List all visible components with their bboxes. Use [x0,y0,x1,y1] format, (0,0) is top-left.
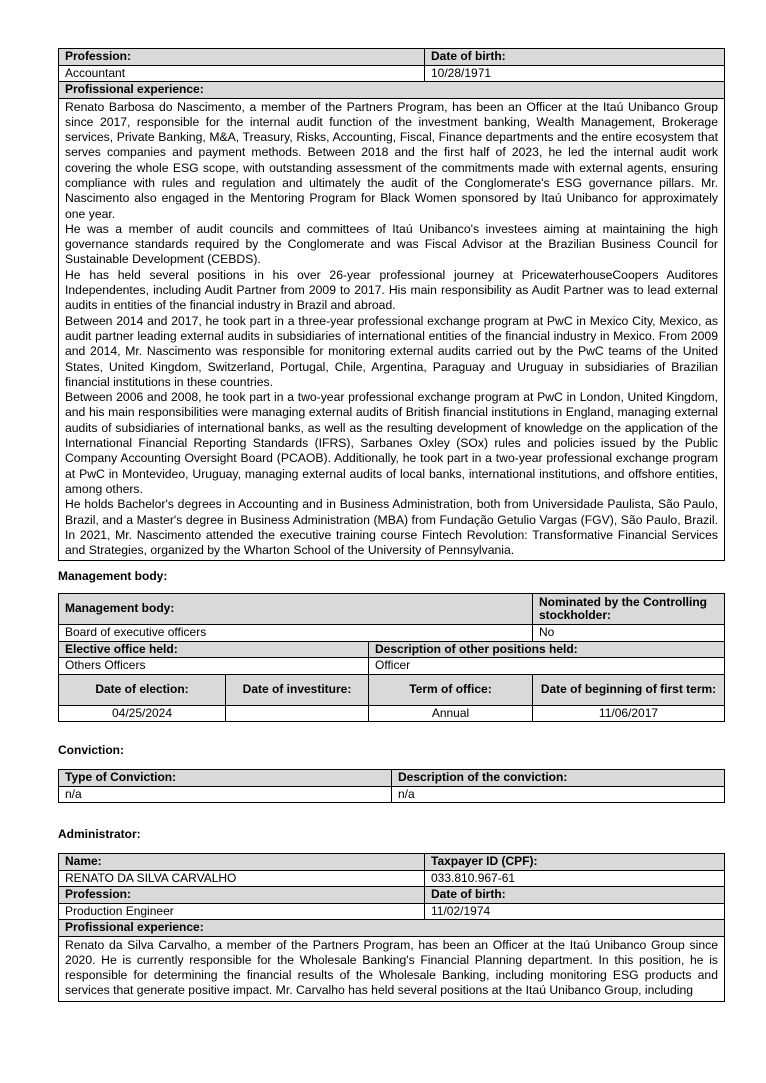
term-label: Term of office: [369,674,533,705]
admin-cpf-value: 033.810.967-61 [425,870,725,887]
other-positions-value: Officer [369,658,725,675]
admin-cpf-label: Taxpayer ID (CPF): [425,854,725,871]
elective-office-value: Others Officers [59,658,369,675]
admin-name-value: RENATO DA SILVA CARVALHO [59,870,425,887]
administrator-section-title: Administrator: [58,827,141,841]
experience-paragraph: He holds Bachelor's degrees in Accounting and in Business Administration, both from Universidade Paulista, São Paulo, Brazil, and a Master's degree in Business Administration (MBA) from Fundação Getulio Vargas (FGV), São Paulo, Brazil. In 2021, Mr. Nascimento attended the executive training course Fintech Revolution: Transformative Financial Services and Strategies, organized by the Wharton School of the University of Pennsylvania. [65,497,718,558]
conviction-description-value: n/a [392,786,725,803]
admin-dob-label: Date of birth: [425,887,725,904]
experience-paragraph: Between 2014 and 2017, he took part in a three-year professional exchange program at PwC in Mexico City, Mexico, as audit partner leading external audits in subsidiaries of international entities of the financial industry in Mexico. From 2009 and 2014, Mr. Nascimento was responsible for monitoring external audits carried out by the PwC teams of the United States, United Kingdom, Switzerland, Portugal, Chile, Argentina, Paraguay and Uruguay in subsidiaries of Brazilian financial institutions in these countries. [65,313,718,389]
other-positions-label: Description of other positions held: [369,641,725,658]
admin-profession-label: Profession: [59,887,425,904]
nominated-label: Nominated by the Controlling stockholder: [533,594,725,625]
investiture-label: Date of investiture: [226,674,369,705]
admin-profession-value: Production Engineer [59,903,425,920]
elective-office-label: Elective office held: [59,641,369,658]
profession-value: Accountant [59,65,425,82]
conviction-description-label: Description of the conviction: [392,770,725,787]
profession-label: Profession: [59,49,425,66]
first-person-table [58,48,725,561]
dob-label: Date of birth: [425,49,725,66]
experience-paragraph: He has held several positions in his over 26-year professional journey at PricewaterhouseCoopers Auditores Independentes, including Audit Partner from 2009 to 2017. His main responsibility as Audit Partner was to lead external audits in entities of the financial industry in Brazil and abroad. [65,267,718,313]
admin-name-label: Name: [59,854,425,871]
conviction-type-value: n/a [59,786,392,803]
experience-text [59,98,725,561]
experience-paragraph: Renato Barbosa do Nascimento, a member of the Partners Program, has been an Officer at the Itaú Unibanco Group since 2017, responsible for the internal audit function of the investment banking, Wealth Management, Brokerage services, Private Banking, M&A, Treasury, Risks, Accounting, Fiscal, Finance departments and the entire ecosystem that serves companies and payment methods. Between 2018 and the first half of 2023, he led the internal audit work covering the whole ESG scope, with outstanding assessment of the commitments made with external agents, ensuring compliance with rules and regulation and ultimately the audit of the Conglomerate's ESG governance pillars. Mr. Nascimento also engaged in the Mentoring Program for Black Women sponsored by Itaú Unibanco for approximately one year. [65,99,718,221]
admin-experience-text: Renato da Silva Carvalho, a member of the Partners Program, has been an Officer at the Itaú Unibanco Group since 2020. He is currently responsible for the Wholesale Banking's Financial Planning department. In this position, he is responsible for determining the financial results of the Wholesale Banking, including monitoring ESG products and services that generate positive impact. Mr. Carvalho has held several positions at the Itaú Unibanco Group, including [59,936,725,1001]
investiture-value [226,705,369,722]
term-value: Annual [369,705,533,722]
election-date-label: Date of election: [59,674,226,705]
dob-value: 10/28/1971 [425,65,725,82]
admin-dob-value: 11/02/1974 [425,903,725,920]
experience-label: Profissional experience: [59,82,725,99]
experience-paragraph: He was a member of audit councils and committees of Itaú Unibanco's investees aiming at maintaining the high governance standards required by the Conglomerate and was Fiscal Advisor at the Brazilian Business Council for Sustainable Development (CEBDS). [65,221,718,267]
nominated-value: No [533,625,725,642]
experience-paragraph: Between 2006 and 2008, he took part in a two-year professional exchange program at PwC in London, United Kingdom, and his main responsibilities were managing external audits of British financial institutions in England, managing external audits of subsidiaries of international banks, as well as the resulting development of knowledge on the application of the International Financial Reporting Standards (IFRS), Sarbanes Oxley (SOx) rules and policies issued by the Public Company Accounting Oversight Board (PCAOB). Additionally, he took part in a two-year professional exchange program at PwC in Montevideo, Uruguay, managing external audits of local banks, international institutions, and offshore entities, among others. [65,390,718,496]
management-body-value: Board of executive officers [59,625,533,642]
first-term-value: 11/06/2017 [533,705,725,722]
first-term-label: Date of beginning of first term: [533,674,725,705]
conviction-type-label: Type of Conviction: [59,770,392,787]
management-table [58,593,725,722]
admin-experience-label: Profissional experience: [59,920,725,937]
conviction-table [58,769,725,803]
conviction-section-title: Conviction: [58,743,124,757]
election-date-value: 04/25/2024 [59,705,226,722]
management-body-label: Management body: [59,594,533,625]
administrator-table [58,853,725,1002]
management-section-title: Management body: [58,569,168,583]
